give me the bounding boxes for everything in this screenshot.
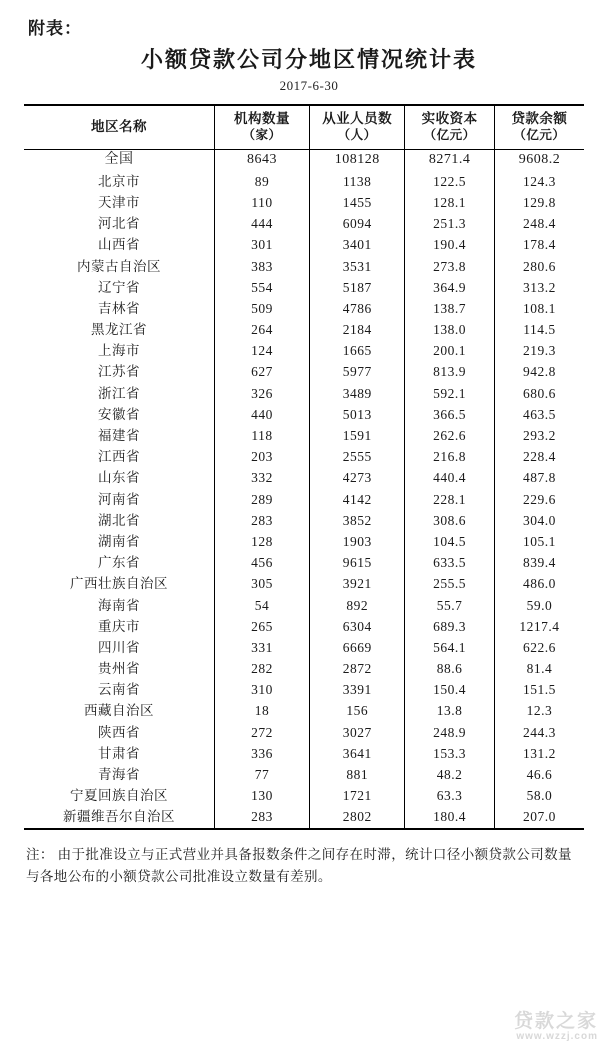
cell-employees: 2872 — [310, 659, 405, 680]
table-row — [24, 489, 584, 510]
table-row — [24, 807, 584, 829]
cell-capital: 48.2 — [405, 765, 495, 786]
cell-loans: 280.6 — [494, 256, 584, 277]
cell-region: 吉林省 — [97, 300, 140, 316]
column-header-institutions-name: 机构数量 — [234, 111, 290, 126]
cell-loans: 1217.4 — [494, 616, 584, 637]
column-header-institutions — [214, 105, 309, 149]
cell-institutions: 18 — [214, 701, 309, 722]
cell-region: 辽宁省 — [97, 279, 140, 295]
cell-capital: 138.7 — [405, 298, 495, 319]
table-body — [24, 149, 584, 829]
table-row — [24, 510, 584, 531]
cell-region: 宁夏回族自治区 — [69, 788, 168, 804]
watermark — [514, 1006, 598, 1042]
table-row — [24, 531, 584, 552]
cell-institutions: 331 — [214, 637, 309, 658]
attachment-label: 附表： — [28, 19, 82, 38]
cell-institutions: 326 — [214, 383, 309, 404]
cell-capital: 592.1 — [405, 383, 495, 404]
cell-employees: 4142 — [310, 489, 405, 510]
cell-capital: 564.1 — [405, 637, 495, 658]
cell-institutions: 310 — [214, 680, 309, 701]
cell-region: 山东省 — [97, 470, 140, 486]
cell-institutions: 265 — [214, 616, 309, 637]
cell-employees: 892 — [310, 595, 405, 616]
cell-institutions: 509 — [214, 298, 309, 319]
cell-loans: 942.8 — [494, 362, 584, 383]
cell-loans: 487.8 — [494, 468, 584, 489]
cell-loans: 304.0 — [494, 510, 584, 531]
cell-loans: 219.3 — [494, 341, 584, 362]
cell-capital: 153.3 — [405, 743, 495, 764]
table-row — [24, 701, 584, 722]
cell-loans: 244.3 — [494, 722, 584, 743]
table-row — [24, 341, 584, 362]
cell-capital: 104.5 — [405, 531, 495, 552]
cell-region: 贵州省 — [97, 661, 140, 677]
cell-employees: 3852 — [310, 510, 405, 531]
cell-institutions: 283 — [214, 510, 309, 531]
cell-region: 海南省 — [97, 597, 140, 613]
table-row — [24, 574, 584, 595]
column-header-loans-name: 贷款余额 — [511, 111, 568, 126]
cell-loans: 839.4 — [494, 553, 584, 574]
table-row — [24, 383, 584, 404]
cell-loans: 680.6 — [494, 383, 584, 404]
column-header-employees — [310, 105, 405, 149]
cell-loans: 229.6 — [494, 489, 584, 510]
cell-employees: 1455 — [310, 192, 405, 213]
cell-institutions: 289 — [214, 489, 309, 510]
cell-institutions: 77 — [214, 765, 309, 786]
cell-institutions: 282 — [214, 659, 309, 680]
cell-employees: 2184 — [310, 320, 405, 341]
table-row — [24, 468, 584, 489]
table-row — [24, 214, 584, 235]
cell-institutions: 110 — [214, 192, 309, 213]
cell-institutions: 54 — [214, 595, 309, 616]
cell-capital: 13.8 — [405, 701, 495, 722]
footnote-label: 注： — [26, 847, 54, 863]
cell-region: 湖北省 — [97, 512, 140, 528]
cell-employees: 881 — [310, 765, 405, 786]
table-row — [24, 320, 584, 341]
cell-capital: 122.5 — [405, 171, 495, 192]
table-row — [24, 298, 584, 319]
cell-loans: 81.4 — [494, 659, 584, 680]
statistics-table — [24, 104, 584, 830]
table-row — [24, 637, 584, 658]
cell-capital: 440.4 — [405, 468, 495, 489]
cell-loans: 46.6 — [494, 765, 584, 786]
cell-loans: 293.2 — [494, 426, 584, 447]
cell-institutions: 332 — [214, 468, 309, 489]
table-row — [24, 277, 584, 298]
cell-loans: 124.3 — [494, 171, 584, 192]
cell-region: 内蒙古自治区 — [76, 258, 161, 274]
cell-region: 西藏自治区 — [83, 703, 154, 719]
cell-employees: 1721 — [310, 786, 405, 807]
cell-loans: 114.5 — [494, 320, 584, 341]
cell-capital: 8271.4 — [405, 149, 495, 171]
cell-institutions: 272 — [214, 722, 309, 743]
cell-region: 四川省 — [97, 639, 140, 655]
column-header-region — [24, 105, 214, 149]
cell-capital: 248.9 — [405, 722, 495, 743]
cell-capital: 138.0 — [405, 320, 495, 341]
cell-capital: 366.5 — [405, 404, 495, 425]
cell-loans: 59.0 — [494, 595, 584, 616]
cell-loans: 58.0 — [494, 786, 584, 807]
table-row — [24, 447, 584, 468]
cell-loans: 622.6 — [494, 637, 584, 658]
cell-employees: 3531 — [310, 256, 405, 277]
cell-institutions: 118 — [214, 426, 309, 447]
cell-employees: 6304 — [310, 616, 405, 637]
cell-region: 广西壮族自治区 — [69, 576, 168, 592]
table-row — [24, 743, 584, 764]
cell-capital: 63.3 — [405, 786, 495, 807]
cell-employees: 5013 — [310, 404, 405, 425]
cell-loans: 131.2 — [494, 743, 584, 764]
footnote — [24, 844, 584, 889]
cell-institutions: 554 — [214, 277, 309, 298]
cell-loans: 178.4 — [494, 235, 584, 256]
cell-institutions: 383 — [214, 256, 309, 277]
cell-institutions: 130 — [214, 786, 309, 807]
cell-loans: 207.0 — [494, 807, 584, 829]
cell-employees: 3641 — [310, 743, 405, 764]
cell-institutions: 283 — [214, 807, 309, 829]
cell-employees: 1138 — [310, 171, 405, 192]
cell-institutions: 89 — [214, 171, 309, 192]
cell-employees: 2555 — [310, 447, 405, 468]
table-row — [24, 235, 584, 256]
cell-employees: 5977 — [310, 362, 405, 383]
cell-capital: 633.5 — [405, 553, 495, 574]
cell-employees: 2802 — [310, 807, 405, 829]
table-row — [24, 553, 584, 574]
cell-loans: 12.3 — [494, 701, 584, 722]
cell-employees: 6094 — [310, 214, 405, 235]
table-row — [24, 256, 584, 277]
cell-institutions: 203 — [214, 447, 309, 468]
column-header-capital-name: 实收资本 — [421, 111, 478, 126]
cell-region: 福建省 — [97, 428, 140, 444]
cell-institutions: 627 — [214, 362, 309, 383]
cell-capital: 251.3 — [405, 214, 495, 235]
column-header-capital-unit: （亿元） — [423, 127, 476, 142]
column-header-loans — [494, 105, 584, 149]
cell-institutions: 305 — [214, 574, 309, 595]
cell-employees: 4273 — [310, 468, 405, 489]
column-header-institutions-unit: （家） — [242, 127, 282, 142]
footnote-text: 由于批准设立与正式营业并具备报数条件之间存在时滞，统计口径小额贷款公司数量与各地公布的小额贷款公司批准设立数量有差别。 — [26, 847, 572, 885]
cell-employees: 6669 — [310, 637, 405, 658]
table-row — [24, 192, 584, 213]
cell-employees: 3027 — [310, 722, 405, 743]
cell-employees: 3921 — [310, 574, 405, 595]
cell-region: 陕西省 — [97, 724, 140, 740]
table-row — [24, 404, 584, 425]
table-row — [24, 362, 584, 383]
cell-capital: 190.4 — [405, 235, 495, 256]
cell-employees: 3391 — [310, 680, 405, 701]
cell-employees: 3401 — [310, 235, 405, 256]
cell-employees: 4786 — [310, 298, 405, 319]
cell-institutions: 124 — [214, 341, 309, 362]
cell-loans: 151.5 — [494, 680, 584, 701]
column-header-employees-name: 从业人员数 — [322, 111, 393, 126]
cell-employees: 1903 — [310, 531, 405, 552]
cell-capital: 180.4 — [405, 807, 495, 829]
cell-loans: 248.4 — [494, 214, 584, 235]
cell-region: 全国 — [104, 152, 134, 167]
cell-capital: 88.6 — [405, 659, 495, 680]
cell-capital: 200.1 — [405, 341, 495, 362]
column-header-capital — [405, 105, 495, 149]
cell-employees: 9615 — [310, 553, 405, 574]
table-row — [24, 149, 584, 171]
cell-region: 天津市 — [97, 194, 140, 210]
column-header-region-name: 地区名称 — [90, 118, 147, 134]
cell-capital: 255.5 — [405, 574, 495, 595]
cell-capital: 308.6 — [405, 510, 495, 531]
cell-region: 云南省 — [97, 682, 140, 698]
cell-capital: 813.9 — [405, 362, 495, 383]
cell-loans: 313.2 — [494, 277, 584, 298]
cell-loans: 228.4 — [494, 447, 584, 468]
cell-loans: 129.8 — [494, 192, 584, 213]
cell-employees: 108128 — [310, 149, 405, 171]
column-header-employees-unit: （人） — [337, 127, 377, 142]
column-header-loans-unit: （亿元） — [513, 127, 566, 142]
table-header — [24, 105, 584, 149]
cell-employees: 1665 — [310, 341, 405, 362]
cell-loans: 105.1 — [494, 531, 584, 552]
cell-capital: 262.6 — [405, 426, 495, 447]
cell-loans: 486.0 — [494, 574, 584, 595]
cell-capital: 228.1 — [405, 489, 495, 510]
cell-capital: 128.1 — [405, 192, 495, 213]
cell-institutions: 444 — [214, 214, 309, 235]
cell-institutions: 8643 — [214, 149, 309, 171]
cell-capital: 364.9 — [405, 277, 495, 298]
table-row — [24, 659, 584, 680]
cell-loans: 463.5 — [494, 404, 584, 425]
cell-employees: 5187 — [310, 277, 405, 298]
table-row — [24, 171, 584, 192]
cell-region: 广东省 — [97, 555, 140, 571]
cell-capital: 216.8 — [405, 447, 495, 468]
cell-institutions: 456 — [214, 553, 309, 574]
cell-region: 河北省 — [97, 216, 140, 232]
cell-capital: 689.3 — [405, 616, 495, 637]
table-row — [24, 765, 584, 786]
table-row — [24, 680, 584, 701]
cell-capital: 55.7 — [405, 595, 495, 616]
cell-institutions: 128 — [214, 531, 309, 552]
cell-region: 黑龙江省 — [90, 322, 147, 338]
cell-region: 浙江省 — [97, 385, 140, 401]
watermark-sub: www.wzzj.com — [516, 1031, 598, 1042]
cell-institutions: 301 — [214, 235, 309, 256]
table-row — [24, 595, 584, 616]
cell-employees: 3489 — [310, 383, 405, 404]
cell-institutions: 336 — [214, 743, 309, 764]
cell-region: 青海省 — [97, 767, 140, 783]
cell-capital: 150.4 — [405, 680, 495, 701]
cell-region: 安徽省 — [97, 406, 140, 422]
cell-loans: 9608.2 — [494, 149, 584, 171]
page-title: 小额贷款公司分地区情况统计表 — [140, 47, 477, 72]
cell-institutions: 264 — [214, 320, 309, 341]
cell-region: 江苏省 — [97, 364, 140, 380]
watermark-main: 贷款之家 — [513, 1011, 598, 1032]
cell-region: 河南省 — [97, 491, 140, 507]
cell-institutions: 440 — [214, 404, 309, 425]
table-row — [24, 426, 584, 447]
cell-employees: 1591 — [310, 426, 405, 447]
cell-region: 山西省 — [97, 237, 140, 253]
cell-region: 新疆维吾尔自治区 — [62, 809, 175, 825]
cell-region: 上海市 — [97, 343, 140, 359]
cell-employees: 156 — [310, 701, 405, 722]
table-row — [24, 786, 584, 807]
cell-loans: 108.1 — [494, 298, 584, 319]
cell-region: 江西省 — [97, 449, 140, 465]
table-row — [24, 722, 584, 743]
cell-region: 北京市 — [97, 173, 140, 189]
cell-region: 湖南省 — [97, 533, 140, 549]
cell-region: 甘肃省 — [97, 745, 140, 761]
table-row — [24, 616, 584, 637]
cell-region: 重庆市 — [97, 618, 140, 634]
cell-capital: 273.8 — [405, 256, 495, 277]
report-date: 2017-6-30 — [279, 78, 339, 93]
